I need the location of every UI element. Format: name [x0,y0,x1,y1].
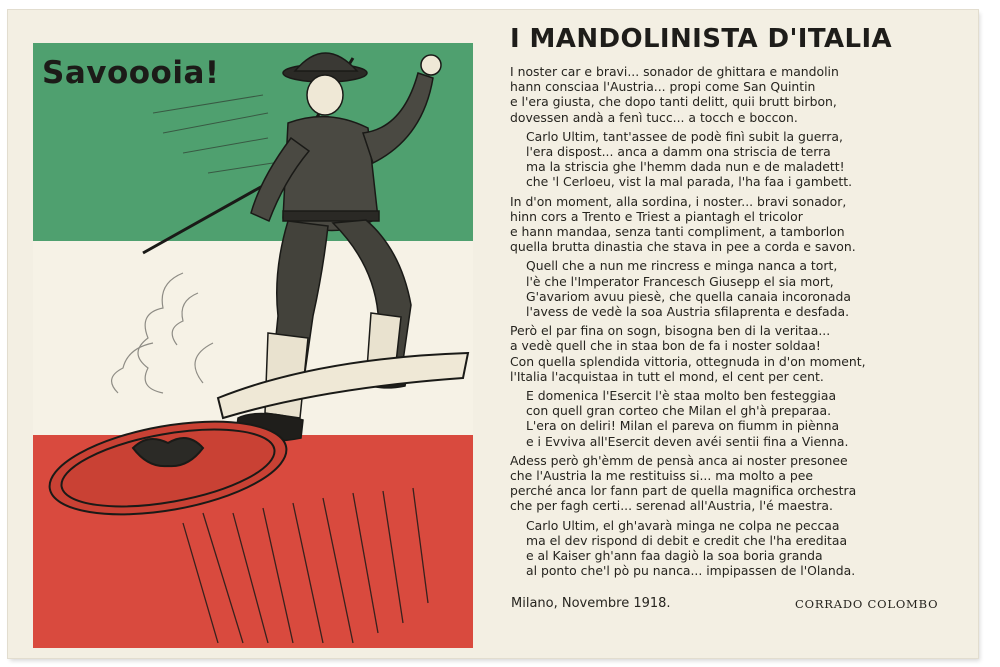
poem-line: hann consciaa l'Austria... propi come San Quintin [510,79,816,95]
poem-line: Però el par fina on sogn, bisogna ben di la veritaa... [510,323,831,339]
place-date: Milano, Novembre 1918. [511,596,671,611]
poem-stanza [510,518,965,579]
poem-line: Con quella splendida vittoria, ottegnuda in d'on moment, [510,353,866,369]
poem-line: quella brutta dinastia che stava in pee a corda e savon. [510,239,856,255]
poem-line: e i Evviva all'Esercit deven avéi sentii fina a Vienna. [526,433,849,449]
poem-line: E domenica l'Esercit l'è staa molto ben festeggiaa [526,388,837,404]
poem-line: che l'Austria la me restituiss si... ma molto a pee [510,468,813,484]
poem-line: Carlo Ultim, el gh'avarà minga ne colpa ne peccaa [526,517,840,533]
poem-stanza [510,453,965,514]
trampled-austrian-shield [43,353,468,530]
speed-lines [153,95,273,173]
poem-stanza [510,388,965,449]
poem-line: L'era on deliri! Milan el pareva on fiumm in piènna [526,418,840,434]
poem-title: I MANDOLINISTA D'ITALIA [510,24,893,54]
soldier-illustration [33,43,473,648]
poem-line: e l'era giusta, che dopo tanti delitt, quii brutt birbon, [510,94,837,110]
poem-line: l'avess de vedè la soa Austria sfilaprenta e desfada. [526,304,850,320]
poem-stanza [510,129,965,190]
author-name: CORRADO COLOMBO [795,597,939,611]
poem-line: e hann mandaa, senza tanti compliment, a tamborlon [510,224,845,240]
poem-line: G'avariom avuu piesè, che quella canaia incoronada [526,288,851,304]
poem-line: ma la striscia ghe l'hemm dada nun e de maladett! [526,159,845,175]
poem-line: a vedè quell che in staa bon de fa i noster soldaa! [510,338,821,354]
poem-line: con quell gran corteo che Milan el gh'à preparaa. [526,403,832,419]
poem-line: Quell che a nun me rincress e minga nanca a tort, [526,258,838,274]
poem-line: al ponto che'l pò pu nanca... impipassen de l'Olanda. [526,563,856,579]
poem-line: ma el dev rispond di debit e credit che l'ha ereditaa [526,532,848,548]
poem-line: e al Kaiser gh'ann faa dagiò la soa boria granda [526,548,823,564]
poem-stanza [510,194,965,255]
poem-line: che 'l Cerloeu, vist la mal parada, l'ha faa i gambett. [526,174,853,190]
poem-line: perché anca lor fann part de quella magnifica orchestra [510,483,857,499]
poem-line: In d'on moment, alla sordina, i noster... bravi sonador, [510,193,847,209]
poem-text [510,64,965,583]
poem-line: dovessen andà a fenì tucc... a tocch e boccon. [510,109,798,125]
poem-stanza [510,258,965,319]
poem-line: l'era dispost... anca a damm ona striscia de terra [526,144,831,160]
dust-cloud [112,273,213,393]
poem-line: che per fagh certi... serenad all'Austria, l'é maestra. [510,498,833,514]
poem-line: I noster car e bravi... sonador de ghittara e mandolin [510,64,839,79]
ground-hatching [183,488,428,643]
poem-stanza [510,323,965,384]
poem-line: Adess però gh'èmm de pensà anca ai noster presonee [510,452,848,468]
poem-stanza [510,64,965,125]
poem-line: l'è che l'Imperator Francesch Giusepp el sia mort, [526,273,834,289]
poem-line: hinn cors a Trento e Triest a piantagh el tricolor [510,208,803,224]
poem-line: Carlo Ultim, tant'assee de podè finì subit la guerra, [526,128,843,144]
slogan: Savoooia! [42,55,220,91]
poem-line: l'Italia l'acquistaa in tutt el mond, el cent per cent. [510,368,824,384]
